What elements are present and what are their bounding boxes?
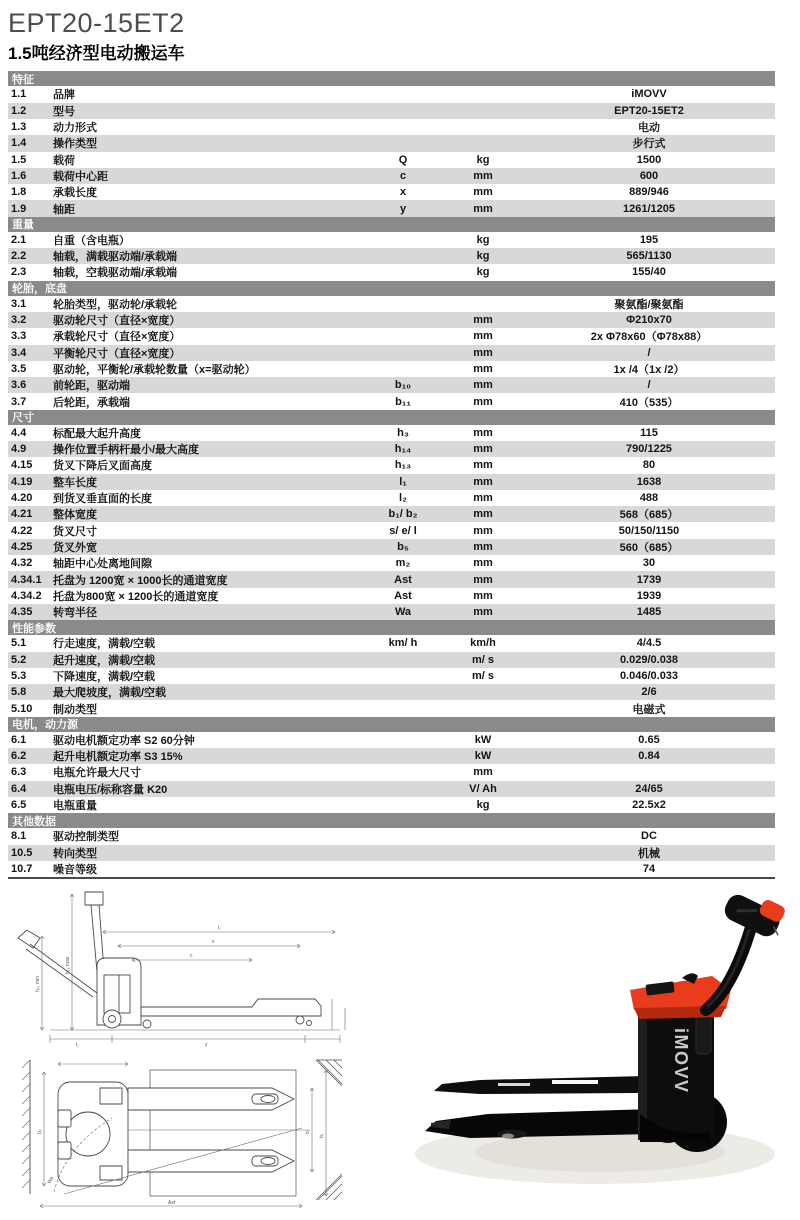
row-label: 轴距 [53, 203, 75, 216]
row-value: 0.029/0.038 [619, 653, 679, 666]
table-row [8, 232, 775, 248]
section-header: 性能参数 [8, 620, 775, 635]
row-number: 5.2 [11, 653, 27, 666]
row-number: 2.2 [11, 250, 27, 263]
table-row [8, 119, 775, 135]
row-number: 3.6 [11, 379, 27, 392]
table-row [8, 732, 775, 748]
row-symbol: y [399, 202, 407, 215]
row-unit: mm [473, 766, 493, 779]
row-value: 488 [639, 492, 659, 505]
row-value: 0.65 [638, 733, 660, 746]
table-row [8, 441, 775, 457]
top-view-drawing [22, 1060, 342, 1208]
row-label: 驱动轮尺寸（直径×宽度） [53, 315, 181, 328]
row-label: 轮胎类型，驱动轮/承载轮 [53, 298, 178, 311]
section-header: 电机，动力源 [8, 717, 775, 732]
dim-label: y [205, 1042, 208, 1048]
table-row [8, 604, 775, 620]
row-number: 1.6 [11, 169, 27, 182]
row-label: 前轮距，驱动端 [53, 380, 130, 393]
row-label: 载荷中心距 [53, 170, 108, 183]
section-header: 轮胎，底盘 [8, 281, 775, 296]
row-label: 操作位置手柄杆最小/最大高度 [53, 444, 200, 457]
row-number: 4.35 [11, 606, 33, 619]
row-symbol: Q [398, 153, 408, 166]
table-row [8, 652, 775, 668]
row-label: 后轮距，承载端 [53, 396, 130, 409]
row-value: 电动 [638, 122, 660, 135]
product-photo-forks [425, 1076, 654, 1139]
row-value: 50/150/1150 [618, 524, 680, 537]
row-value: 600 [639, 169, 659, 182]
row-label: 货叉尺寸 [53, 525, 97, 538]
row-unit: mm [473, 202, 493, 215]
row-label: 驱动控制类型 [53, 831, 119, 844]
row-number: 6.3 [11, 766, 27, 779]
row-label: 起升电机额定功率 S3 15% [53, 751, 183, 764]
row-value: 155/40 [632, 266, 666, 279]
dim-label: l₂ [76, 1042, 80, 1048]
row-number: 4.25 [11, 540, 33, 553]
row-value: EPT20-15ET2 [614, 104, 684, 117]
row-number: 3.4 [11, 346, 27, 359]
row-number: 4.15 [11, 459, 33, 472]
row-unit: mm [473, 379, 493, 392]
row-label: 驱动电机额定功率 S2 60分钟 [53, 734, 195, 747]
row-symbol: h₁₄ [394, 443, 412, 456]
row-unit: mm [473, 557, 493, 570]
section-header: 尺寸 [8, 410, 775, 425]
table-row [8, 781, 775, 797]
row-number: 4.22 [11, 524, 33, 537]
row-unit: mm [473, 330, 493, 343]
row-number: 1.8 [11, 186, 27, 199]
row-unit: kg [476, 799, 490, 812]
section-header: 重量 [8, 217, 775, 232]
row-value: 22.5x2 [632, 799, 666, 812]
row-number: 1.1 [11, 88, 27, 101]
row-label: 承载轮尺寸（直径×宽度） [53, 331, 181, 344]
row-symbol: l₂ [399, 492, 407, 505]
row-unit: mm [473, 540, 493, 553]
row-label: 转弯半径 [53, 607, 97, 620]
row-label: 轴距中心处离地间隙 [53, 558, 152, 571]
row-label: 到货叉垂直面的长度 [53, 493, 152, 506]
row-label: 操作类型 [53, 138, 97, 151]
row-value: 1638 [636, 475, 662, 488]
row-value: 30 [642, 557, 656, 570]
row-symbol: c [399, 169, 407, 182]
spec-table [8, 71, 775, 879]
row-unit: kg [476, 250, 490, 263]
row-value: 步行式 [632, 138, 666, 151]
row-value: 1739 [636, 573, 662, 586]
row-number: 4.34.2 [11, 589, 42, 602]
row-value: 2/6 [641, 686, 657, 699]
dimension-drawing-svg [0, 882, 395, 1215]
page-header [0, 0, 800, 64]
row-number: 1.3 [11, 121, 27, 134]
row-number: 1.5 [11, 153, 27, 166]
row-value: 568（685） [619, 509, 679, 522]
row-number: 5.3 [11, 669, 27, 682]
row-unit: mm [473, 443, 493, 456]
row-label: 型号 [53, 105, 75, 118]
dim-label: b₂ [37, 1129, 43, 1134]
row-value: 195 [639, 233, 659, 246]
row-unit: kg [476, 233, 490, 246]
table-row [8, 361, 775, 377]
dim-label: h₁₄ max [65, 956, 71, 974]
table-row [8, 635, 775, 651]
row-number: 4.32 [11, 557, 33, 570]
row-unit: kg [476, 153, 490, 166]
row-symbol: b₁₁ [395, 395, 411, 408]
row-unit: m/ s [471, 653, 494, 666]
row-label: 货叉下降后叉面高度 [53, 460, 152, 473]
table-row [8, 748, 775, 764]
dim-label: l₁ [218, 925, 221, 931]
row-unit: mm [473, 459, 493, 472]
row-symbol: Ast [394, 573, 412, 586]
row-label: 整车长度 [53, 476, 97, 489]
table-row [8, 152, 775, 168]
table-row [8, 571, 775, 587]
table-row [8, 86, 775, 102]
row-number: 4.21 [11, 508, 33, 521]
row-label: 标配最大起升高度 [53, 427, 141, 440]
row-value: 电磁式 [632, 703, 666, 716]
row-label: 最大爬坡度，满载/空载 [53, 687, 167, 700]
product-photo [400, 882, 800, 1215]
row-label: 承载长度 [53, 187, 97, 200]
row-label: 转向类型 [53, 847, 97, 860]
product-photo-tiller [706, 884, 790, 1010]
row-label: 电瓶电压/标称容量 K20 [53, 783, 168, 796]
row-number: 10.7 [11, 862, 33, 875]
table-row [8, 797, 775, 813]
row-number: 6.1 [11, 733, 27, 746]
row-unit: km/h [470, 637, 496, 650]
row-unit: mm [473, 606, 493, 619]
row-label: 驱动轮，平衡轮/承载轮数量（x=驱动轮） [53, 363, 256, 376]
dim-label: b₁ [319, 1133, 325, 1138]
table-row [8, 296, 775, 312]
row-unit: mm [473, 508, 493, 521]
table-row [8, 555, 775, 571]
row-symbol: km/ h [388, 637, 418, 650]
row-value: 机械 [638, 847, 660, 860]
row-number: 6.4 [11, 782, 27, 795]
row-number: 1.9 [11, 202, 27, 215]
table-row [8, 522, 775, 538]
row-value: 1500 [636, 153, 662, 166]
row-unit: mm [473, 524, 493, 537]
row-symbol: b₁/ b₂ [388, 508, 418, 521]
table-row [8, 184, 775, 200]
row-number: 4.20 [11, 492, 33, 505]
row-value: 74 [642, 862, 656, 875]
row-number: 5.1 [11, 637, 27, 650]
side-view-drawing [18, 892, 345, 1048]
row-number: 6.5 [11, 799, 27, 812]
row-unit: mm [473, 475, 493, 488]
row-unit: mm [473, 346, 493, 359]
table-row [8, 861, 775, 877]
row-unit: kW [474, 733, 492, 746]
row-label: 下降速度，满载/空载 [53, 670, 156, 683]
row-number: 4.34.1 [11, 573, 42, 586]
row-label: 轴载，满载驱动端/承载端 [53, 251, 178, 264]
row-number: 5.10 [11, 702, 33, 715]
row-value: 565/1130 [626, 250, 672, 263]
row-value: 1x /4（1x /2） [613, 363, 685, 376]
table-row [8, 168, 775, 184]
table-row [8, 328, 775, 344]
row-symbol: l₁ [399, 475, 407, 488]
dim-label: c [190, 953, 193, 959]
row-symbol: b₅ [397, 540, 409, 553]
table-row [8, 668, 775, 684]
row-value: Φ210x70 [626, 314, 672, 327]
row-value: DC [641, 830, 657, 843]
row-number: 3.2 [11, 314, 27, 327]
row-label: 托盘为 1200宽 × 1000长的通道宽度 [53, 574, 228, 587]
table-row [8, 425, 775, 441]
row-number: 5.8 [11, 686, 27, 699]
table-row [8, 828, 775, 844]
dim-label: b₅ [305, 1129, 311, 1134]
row-unit: mm [473, 589, 493, 602]
product-photo-svg [400, 882, 795, 1215]
row-number: 2.3 [11, 266, 27, 279]
row-unit: mm [473, 362, 493, 375]
row-number: 4.9 [11, 443, 27, 456]
row-label: 自重（含电瓶） [53, 234, 130, 247]
row-unit: mm [473, 186, 493, 199]
row-unit: mm [473, 573, 493, 586]
table-row [8, 200, 775, 216]
table-row [8, 474, 775, 490]
row-symbol: x [399, 186, 407, 199]
table-row [8, 393, 775, 409]
row-value: 2x Φ78x60（Φ78x88） [590, 331, 708, 344]
table-row [8, 539, 775, 555]
row-unit: mm [473, 426, 493, 439]
page-subtitle: 1.5吨经济型电动搬运车 [8, 44, 185, 64]
table-row [8, 490, 775, 506]
row-symbol: h₁₃ [394, 459, 412, 472]
row-unit: mm [473, 395, 493, 408]
row-value: 0.84 [638, 750, 660, 763]
row-number: 1.4 [11, 137, 27, 150]
row-number: 3.1 [11, 297, 27, 310]
row-number: 4.19 [11, 475, 33, 488]
table-row [8, 103, 775, 119]
row-number: 1.2 [11, 104, 27, 117]
section-header: 特征 [8, 71, 775, 86]
row-number: 8.1 [11, 830, 27, 843]
row-symbol: m₂ [395, 557, 411, 570]
row-unit: m/ s [471, 669, 494, 682]
row-label: 载荷 [53, 154, 75, 167]
table-row [8, 700, 775, 716]
row-symbol: Ast [394, 589, 412, 602]
row-label: 电瓶重量 [53, 800, 97, 813]
row-number: 3.7 [11, 395, 27, 408]
row-label: 起升速度，满载/空载 [53, 654, 156, 667]
row-label: 平衡轮尺寸（直径×宽度） [53, 347, 181, 360]
row-value: 1261/1205 [623, 202, 675, 215]
row-value: 1485 [636, 606, 662, 619]
dim-label: Ast [168, 1200, 176, 1206]
row-value: 889/946 [629, 186, 669, 199]
dim-label: h₁₄ min [35, 976, 41, 992]
row-label: 行走速度，满载/空载 [53, 638, 156, 651]
row-unit: kW [474, 750, 492, 763]
row-value: 115 [640, 426, 658, 439]
row-value: iMOVV [631, 88, 667, 101]
row-number: 10.5 [11, 846, 33, 859]
table-row [8, 506, 775, 522]
row-label: 货叉外宽 [53, 541, 97, 554]
row-value: 410（535） [619, 396, 679, 409]
row-value: 1939 [636, 589, 662, 602]
row-value: 560（685） [619, 541, 679, 554]
row-symbol: Wa [394, 606, 412, 619]
row-label: 轴载，空载驱动端/承载端 [53, 267, 178, 280]
table-row [8, 845, 775, 861]
row-value: 790/1225 [626, 443, 672, 456]
dim-label: Wa [46, 1175, 56, 1185]
row-number: 3.3 [11, 330, 27, 343]
table-row [8, 248, 775, 264]
row-label: 托盘为800宽 × 1200长的通道宽度 [53, 590, 219, 603]
row-value: 聚氨酯/聚氨酯 [614, 298, 684, 311]
row-value: 24/65 [635, 782, 663, 795]
section-header: 其他数据 [8, 813, 775, 828]
row-value: / [647, 379, 651, 392]
dim-label: x [212, 939, 215, 945]
row-unit: kg [476, 266, 490, 279]
row-label: 电瓶允许最大尺寸 [53, 767, 141, 780]
row-label: 动力形式 [53, 122, 97, 135]
table-row [8, 345, 775, 361]
row-unit: V/ Ah [469, 782, 497, 795]
row-value: 0.046/0.033 [619, 669, 679, 682]
table-row [8, 377, 775, 393]
row-number: 6.2 [11, 750, 27, 763]
row-unit: mm [473, 314, 493, 327]
bottom-figures [0, 882, 800, 1215]
row-symbol: h₃ [397, 426, 409, 439]
technical-drawings [0, 882, 400, 1215]
row-number: 2.1 [11, 233, 27, 246]
row-symbol: b₁₀ [394, 379, 412, 392]
model-title: EPT20-15ET2 [8, 8, 185, 38]
table-row [8, 264, 775, 280]
table-row [8, 588, 775, 604]
row-value: 4/4.5 [636, 637, 662, 650]
row-unit: mm [473, 492, 493, 505]
table-row [8, 457, 775, 473]
row-label: 品牌 [53, 89, 75, 102]
row-unit: mm [473, 169, 493, 182]
table-row [8, 764, 775, 780]
row-symbol: s/ e/ l [389, 524, 417, 537]
row-number: 4.4 [11, 426, 27, 439]
table-row [8, 135, 775, 151]
row-value: / [647, 346, 651, 359]
brand-logo-text: iMOVV [671, 1028, 691, 1094]
row-number: 3.5 [11, 362, 27, 375]
table-row [8, 312, 775, 328]
row-label: 制动类型 [53, 703, 97, 716]
row-value: 80 [642, 459, 656, 472]
table-row [8, 684, 775, 700]
row-label: 噪音等级 [53, 863, 97, 876]
row-label: 整体宽度 [53, 509, 97, 522]
